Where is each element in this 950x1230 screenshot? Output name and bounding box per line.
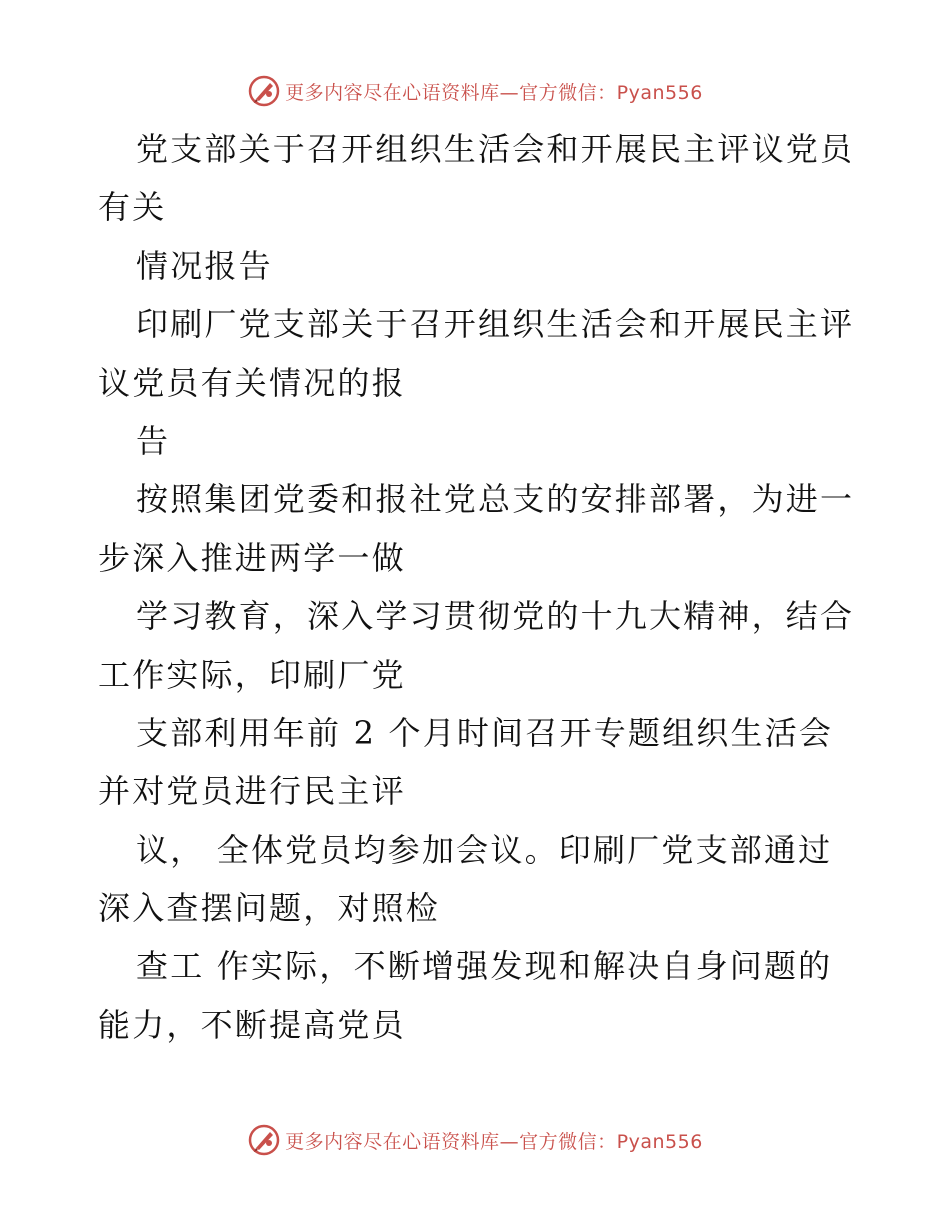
body-line: 党支部关于召开组织生活会和开展民主评议党员: [136, 130, 855, 168]
body-line: 议党员有关情况的报: [98, 363, 406, 402]
body-line: 学习教育，深入学习贯彻党的十九大精神，结合: [136, 597, 855, 636]
body-line: 深入查摆问题，对照检: [98, 889, 441, 928]
body-line: 印刷厂党支部关于召开组织生活会和开展民主评: [136, 305, 855, 344]
body-line: 步深入推进两学一做: [98, 538, 406, 577]
header-banner-text: 更多内容尽在心语资料库—官方微信：Pyan556: [285, 81, 703, 104]
body-line: 支部利用年前 2 个月时间召开专题组织生活会: [136, 713, 834, 752]
footer-banner: [0, 1120, 950, 1160]
document-body: [98, 120, 858, 1054]
body-line: 查工 作实际，不断增强发现和解决自身问题的: [136, 947, 833, 986]
body-line: 按照集团党委和报社党总支的安排部署，为进一: [136, 480, 855, 519]
body-line: 并对党员进行民主评: [98, 772, 406, 811]
body-line: 能力，不断提高党员: [98, 1005, 406, 1044]
body-line: 工作实际，印刷厂党: [98, 655, 406, 694]
body-line: 有关: [98, 188, 167, 227]
pen-circle-logo-icon: [247, 74, 281, 108]
pen-circle-logo-icon: [247, 1123, 281, 1157]
footer-banner-text: 更多内容尽在心语资料库—官方微信：Pyan556: [285, 1130, 703, 1153]
body-line: 情况报告: [136, 246, 273, 285]
body-line: 告: [136, 421, 171, 460]
header-banner: [0, 71, 950, 111]
body-line: 议， 全体党员均参加会议。印刷厂党支部通过: [136, 830, 833, 869]
